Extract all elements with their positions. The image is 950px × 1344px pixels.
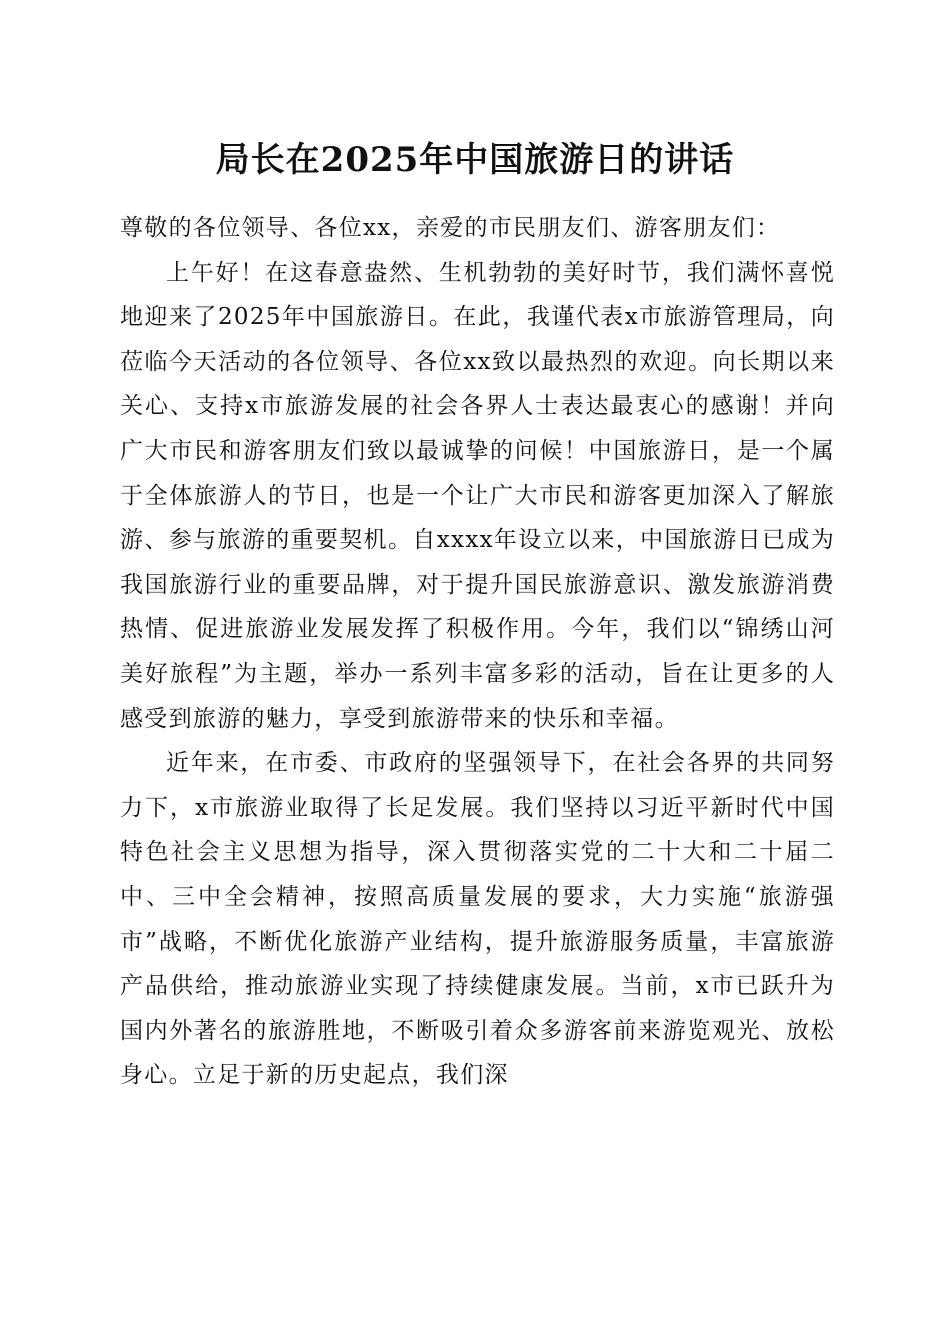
document-body <box>120 206 835 1098</box>
greeting-line: 尊敬的各位领导、各位xx，亲爱的市民朋友们、游客朋友们： <box>120 215 781 241</box>
document-title: 局长在2025年中国旅游日的讲话 <box>215 140 735 180</box>
body-paragraph: 近年来，在市委、市政府的坚强领导下，在社会各界的共同努力下，x市旅游业取得了长足发展。我们坚持以习近平新时代中国特色社会主义思想为指导，深入贯彻落实党的二十大和二十届二中、三中全会精神，按照高质量发展的要求，大力实施“旅游强市”战略，不断优化旅游产业结构，提升旅游服务质量，丰富旅游产品供给，推动旅游业实现了持续健康发展。当前，x市已跃升为国内外著名的旅游胜地，不断吸引着众多游客前来游览观光、放松身心。立足于新的历史起点，我们深 <box>120 750 835 1089</box>
body-paragraph: 上午好！在这春意盎然、生机勃勃的美好时节，我们满怀喜悦地迎来了2025年中国旅游日。在此，我谨代表x市旅游管理局，向莅临今天活动的各位领导、各位xx致以最热烈的欢迎。向长期以来关心、支持x市旅游发展的社会各界人士表达最衷心的感谢！并向广大市民和游客朋友们致以最诚挚的问候！中国旅游日，是一个属于全体旅游人的节日，也是一个让广大市民和游客更加深入了解旅游、参与旅游的重要契机。自xxxx年设立以来，中国旅游日已成为我国旅游行业的重要品牌，对于提升国民旅游意识、激发旅游消费热情、促进旅游业发展发挥了积极作用。今年，我们以“锦绣山河美好旅程”为主题，举办一系列丰富多彩的活动，旨在让更多的人感受到旅游的魅力，享受到旅游带来的快乐和幸福。 <box>120 259 835 732</box>
